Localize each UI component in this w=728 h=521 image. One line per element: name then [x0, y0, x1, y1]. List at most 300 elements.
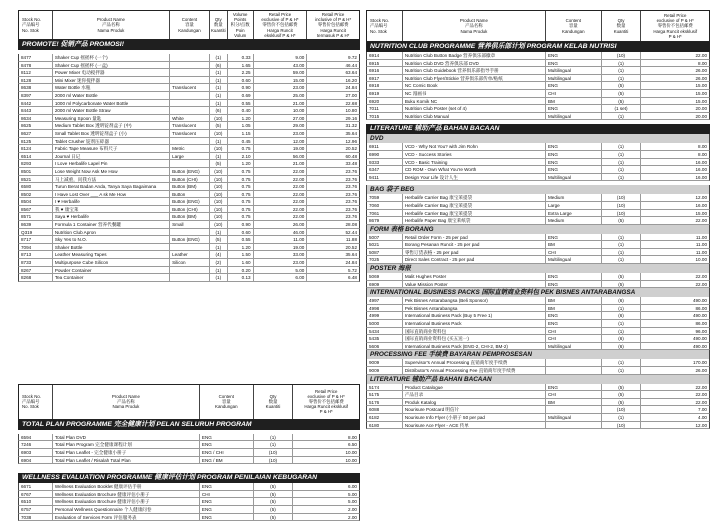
table-row	[18, 107, 360, 115]
cell-price: 12.00	[695, 422, 707, 428]
cell-stock-no: 8627	[19, 130, 53, 137]
cell-stock-no: 5175	[367, 391, 403, 398]
cell-price: 5.00	[348, 499, 357, 505]
cell-product-name: 零售订货表格 - 25 per pad	[403, 249, 546, 256]
cell-volume-points: 0.75	[228, 176, 254, 183]
cell-stock-no: 8713	[19, 251, 53, 258]
cell-price: 490.00	[692, 343, 707, 349]
cell-content: Button (CHI)	[170, 176, 210, 183]
cell-price-exclusive: 11.00	[254, 236, 308, 243]
cell-stock-no: 5069	[367, 273, 403, 280]
cell-volume-points: 0.69	[228, 92, 254, 99]
cell-qty: (1)	[210, 244, 228, 251]
cell-qty: (6)	[602, 297, 642, 304]
cell-stock-no: 4997	[367, 297, 403, 304]
table-row	[18, 449, 360, 457]
cell-price-inclusive: 11.88	[345, 237, 357, 243]
cell-price: 4.00	[698, 414, 707, 420]
cell-content: Button (ENG)	[170, 198, 210, 205]
cell-stock-no: 8397	[19, 92, 53, 99]
cell-stock-no: 8478	[19, 62, 53, 69]
table-row	[366, 194, 710, 202]
cell-qty: (1)	[210, 267, 228, 274]
cell-price: 86.00	[695, 305, 707, 311]
cell-product-name: Pek Bisnes Antarabangsa (Beli Sponsor)	[403, 297, 546, 304]
cell-content: ENG	[200, 441, 254, 448]
cell-content: CHI	[546, 335, 602, 342]
cell-content: ENG	[546, 384, 602, 391]
cell-price: 16.00	[695, 174, 707, 180]
cell-content	[170, 274, 210, 281]
cell-stock-no: 8733	[19, 259, 53, 266]
cell-content	[546, 422, 602, 429]
cell-content: Button (BM)	[170, 183, 210, 190]
table-row	[18, 191, 360, 199]
cell-price-exclusive: 43.00	[254, 62, 308, 69]
cell-stock-no: 6915	[367, 60, 403, 67]
header-price-inclusive: Retail Price inclusive of P & H* 零售价包括邮费 Harga Runcit termasuk P & H*	[315, 12, 352, 38]
table-row	[18, 54, 360, 62]
subsection-literature-2: LITERATURE 辅助产品 BAHAN BACAAN	[366, 375, 710, 384]
cell-stock-no: 5176	[367, 399, 403, 406]
cell-stock-no: 6757	[19, 506, 53, 513]
cell-price: 490.00	[692, 336, 707, 342]
cell-product-name: Fabric Tape Measure 布料尺子	[53, 145, 170, 152]
cell-price-inclusive: 10.80	[345, 108, 357, 114]
cell-price: 16.00	[695, 167, 707, 173]
cell-qty: (10)	[210, 176, 228, 183]
cell-price: 170.00	[692, 360, 707, 366]
right-header	[366, 10, 710, 42]
cell-product-name: Mini Mixer 迷你搅拌器	[53, 77, 170, 84]
cell-price: 22.00	[695, 399, 707, 405]
cell-price: 490.00	[692, 298, 707, 304]
cell-product-name: International Business Pack	[403, 320, 546, 327]
cell-stock-no: 8125	[19, 138, 53, 145]
table-row	[18, 514, 360, 521]
cell-product-name: Powder Container	[53, 267, 170, 274]
cell-product-name: Direct Sales Contract - 25 per pad	[403, 256, 546, 263]
cell-qty: (5)	[254, 514, 294, 521]
cell-qty: (5)	[210, 122, 228, 129]
cell-price: 20.00	[695, 106, 707, 112]
cell-qty: (6)	[602, 335, 642, 342]
table-row	[366, 414, 710, 422]
cell-price: 26.00	[695, 68, 707, 74]
cell-stock-no: 8477	[19, 54, 53, 61]
cell-content	[170, 77, 210, 84]
cell-qty: (1)	[210, 77, 228, 84]
cell-price-exclusive: 22.00	[254, 198, 308, 205]
nutrition-club-table	[366, 52, 710, 120]
cell-price: 15.00	[695, 83, 707, 89]
cell-content	[170, 229, 210, 236]
cell-qty: (10)	[602, 406, 642, 413]
cell-price-inclusive: 23.76	[345, 176, 357, 182]
left-bottom-header	[18, 384, 360, 420]
table-row	[366, 52, 710, 60]
cell-content	[170, 54, 210, 61]
table-row	[18, 153, 360, 161]
table-row	[366, 273, 710, 281]
cell-price-inclusive: 23.76	[345, 206, 357, 212]
section-title-total-plan: TOTAL PLAN PROGRAMME 完全健康计划 PELAN SELURUH PROGRAM	[18, 420, 360, 430]
cell-stock-no: Q319	[19, 229, 53, 236]
cell-product-name: Tablet Crusher 锭剂压碎器	[53, 138, 170, 145]
cell-content: Translucent	[170, 130, 210, 137]
cell-volume-points: 0.75	[228, 191, 254, 198]
cell-qty: (10)	[254, 449, 294, 456]
cell-price: 11.00	[695, 242, 707, 248]
cell-product-name: Supervisor's Annual Processing 直销商年度手续费	[403, 359, 546, 366]
cell-product-name: Nutrition Club DVD 营养俱乐部 DVD	[403, 60, 546, 67]
cell-product-name: Nutrition Club Apron	[53, 229, 170, 236]
table-row	[18, 229, 360, 237]
cell-price-exclusive: 23.00	[254, 259, 308, 266]
cell-volume-points: 0.90	[228, 84, 254, 91]
cell-stock-no: 5000	[367, 320, 403, 327]
cell-qty: (1)	[210, 54, 228, 61]
cell-price-exclusive: 59.00	[254, 69, 308, 76]
cell-price: 15.00	[695, 98, 707, 104]
cell-qty: (5)	[602, 82, 642, 89]
cell-qty: (10)	[602, 422, 642, 429]
cell-product-name: 国际直销商业资料包	[403, 328, 546, 335]
cell-qty: (6)	[602, 312, 642, 319]
cell-qty: (5)	[602, 384, 642, 391]
cell-content: ENG	[546, 105, 602, 112]
cell-stock-no: 7038	[19, 514, 53, 521]
cell-price-inclusive: 23.76	[345, 199, 357, 205]
dvd-table	[366, 143, 710, 181]
cell-stock-no: 8128	[19, 77, 53, 84]
table-row	[18, 434, 360, 442]
cell-qty: (5)	[254, 506, 294, 513]
cell-price-exclusive: 23.00	[254, 130, 308, 137]
cell-product-name: Shaker Cup 摇摇杯 (一盒)	[53, 62, 170, 69]
cell-product-name: Total Plan Program 完全健康课程计划	[53, 441, 200, 448]
cell-product-name: Lose Weight Now Ask Me How	[53, 168, 170, 175]
cell-price: 8.00	[698, 144, 707, 150]
cell-qty: (1)	[210, 138, 228, 145]
cell-qty: (10)	[210, 145, 228, 152]
cell-qty: (1)	[602, 249, 642, 256]
subsection-ibp: INTERNATIONAL BUSINESS PACKS 国际直销商业资料包 PEK BISNES ANTARABANGSA	[366, 288, 710, 297]
table-row	[366, 82, 710, 90]
cell-content: BM	[546, 399, 602, 406]
cell-qty: (1 set)	[602, 105, 642, 112]
cell-price-inclusive: 24.84	[345, 85, 357, 91]
section-title-literature: LITERATURE 辅助产品 BAHAN BACAAN	[366, 124, 710, 134]
cell-qty: (10)	[602, 210, 642, 217]
cell-price-inclusive: 23.76	[345, 214, 357, 220]
cell-qty: (1)	[602, 328, 642, 335]
cell-price: 16.00	[695, 202, 707, 208]
cell-stock-no: 8267	[19, 267, 53, 274]
cell-content: CHI	[546, 249, 602, 256]
cell-price-exclusive: 26.00	[254, 221, 308, 228]
cell-qty: (6)	[602, 343, 642, 350]
cell-qty: (1)	[210, 84, 228, 91]
table-row	[366, 359, 710, 367]
cell-product-name: Nourisure Ace Flyer - ACE 传单	[403, 422, 546, 429]
cell-qty: (10)	[210, 191, 228, 198]
cell-content: BM	[546, 297, 602, 304]
form-table	[366, 234, 710, 264]
promotion-table	[18, 54, 360, 282]
cell-qty: (10)	[210, 168, 228, 175]
cell-content: Silicon	[170, 259, 210, 266]
table-row	[366, 143, 710, 151]
header-qty: Qty 数量 Kuantiti	[602, 11, 642, 41]
cell-stock-no: 6514	[19, 153, 53, 160]
cell-volume-points: 0.60	[228, 77, 254, 84]
cell-product-name: Leather Measuring Tapes	[53, 251, 170, 258]
cell-price: 11.00	[695, 234, 707, 240]
cell-price-exclusive: 22.00	[254, 183, 308, 190]
table-row	[18, 115, 360, 123]
table-row	[18, 244, 360, 252]
cell-content: ENG	[546, 320, 602, 327]
cell-price: 8.00	[698, 60, 707, 66]
cell-stock-no: 4998	[367, 305, 403, 312]
cell-qty: (1)	[602, 256, 642, 263]
poster-table	[366, 273, 710, 288]
cell-product-name: Power Mixer 电动搅拌器	[53, 69, 170, 76]
cell-volume-points: 0.75	[228, 183, 254, 190]
cell-stock-no: 6088	[367, 406, 403, 413]
cell-stock-no: 5434	[367, 328, 403, 335]
cell-product-name: Pek Bisnes Antarabangsa	[403, 305, 546, 312]
header-product-name: Product Name 产品名称 Nama Produk	[53, 385, 200, 419]
cell-qty: (5)	[254, 491, 294, 498]
cell-product-name: Total Plan Leaflet / Risalah Total Plan	[53, 457, 200, 464]
cell-product-name: Wellness Evaluation Booklet 健康评估手册	[53, 483, 200, 490]
table-row	[366, 328, 710, 336]
cell-stock-no: 5007	[367, 234, 403, 241]
subsection-processing-fee: PROCESSING FEE 手续费 BAYARAN PEMPROSESAN	[366, 350, 710, 359]
cell-price-exclusive: 6.00	[254, 274, 308, 281]
cell-price-inclusive: 60.48	[345, 153, 357, 159]
cell-product-name: VCD - Success Stories	[403, 151, 546, 158]
cell-price-inclusive: 35.64	[345, 130, 357, 136]
cell-qty: (1)	[602, 241, 642, 248]
cell-price-inclusive: 24.84	[345, 260, 357, 266]
cell-price-exclusive: 21.00	[254, 100, 308, 107]
cell-price: 20.00	[695, 113, 707, 119]
cell-stock-no: 9009	[367, 359, 403, 366]
cell-price-exclusive: 22.00	[254, 168, 308, 175]
cell-volume-points: 0.33	[228, 54, 254, 61]
cell-qty: (1)	[602, 414, 642, 421]
cell-product-name: Wellness Evaluation Brochure 健康评估小册子	[53, 498, 200, 505]
cell-price: 8.00	[698, 151, 707, 157]
bag-table	[366, 194, 710, 224]
cell-price-inclusive: 33.48	[345, 161, 357, 167]
cell-product-name: Malit Hughes Poster	[403, 273, 546, 280]
table-row	[18, 221, 360, 229]
cell-content: ENG	[546, 166, 602, 173]
cell-price-exclusive: 5.00	[254, 267, 308, 274]
cell-stock-no: 6916	[367, 67, 403, 74]
cell-volume-points: 1.05	[228, 122, 254, 129]
cell-content: ENG	[546, 281, 602, 288]
cell-stock-no: 7061	[367, 210, 403, 217]
cell-stock-no: 8679	[367, 217, 403, 224]
cell-price: 2.00	[348, 514, 357, 520]
table-row	[366, 159, 710, 167]
cell-product-name: Nutrition Club Guidebook 营养俱乐部指导手册	[403, 67, 546, 74]
cell-price-exclusive: 12.00	[254, 138, 308, 145]
cell-price-inclusive: 29.16	[345, 115, 357, 121]
table-row	[366, 234, 710, 242]
cell-qty: (5)	[602, 399, 642, 406]
cell-product-name: Multipurpose Cube Silicon	[53, 259, 170, 266]
cell-product-name: Total Plan Leaflet - 完全健康小册子	[53, 449, 200, 456]
cell-stock-no: 6767	[19, 491, 53, 498]
table-row	[366, 113, 710, 121]
cell-product-name: Total Plan DVD	[53, 434, 200, 441]
cell-qty: (5)	[602, 281, 642, 288]
cell-content: ENG	[546, 151, 602, 158]
cell-qty: (10)	[210, 221, 228, 228]
cell-stock-no: 9009	[367, 367, 403, 374]
cell-qty: (5)	[602, 391, 642, 398]
table-row	[18, 160, 360, 168]
table-row	[18, 483, 360, 491]
cell-product-name: I Love Herbalife Lapel Pin	[53, 160, 170, 167]
cell-price: 16.00	[695, 159, 707, 165]
cell-content: ENG / CHI	[200, 449, 254, 456]
cell-price: 26.00	[695, 75, 707, 81]
cell-content: Multilingual	[546, 67, 602, 74]
cell-product-name: International Business Pack (Buy 5 Free 1)	[403, 312, 546, 319]
ibp-table	[366, 297, 710, 350]
table-row	[366, 297, 710, 305]
table-row	[18, 100, 360, 108]
cell-content: ENG	[546, 60, 602, 67]
cell-qty: (1)	[210, 92, 228, 99]
cell-stock-no: 8501	[19, 168, 53, 175]
cell-stock-no: 5174	[367, 384, 403, 391]
cell-product-name: Herbalife Carrier Bag 康宝莱提袋	[403, 194, 546, 201]
header-qty: Qty 数量 Kuantiti	[210, 11, 228, 39]
cell-stock-no: 5435	[367, 335, 403, 342]
cell-price-inclusive: 9.72	[348, 55, 357, 60]
cell-qty: (5)	[602, 217, 642, 224]
cell-price: 96.00	[695, 328, 707, 334]
cell-product-name: International Business Pack (ENG-2, CHI-2, BM-2)	[403, 343, 546, 350]
cell-qty: (5)	[254, 483, 294, 490]
cell-price-exclusive: 46.00	[254, 229, 308, 236]
table-row	[366, 256, 710, 264]
cell-volume-points: 1.15	[228, 130, 254, 137]
cell-stock-no: 7246	[19, 441, 53, 448]
cell-content	[546, 367, 602, 374]
table-row	[366, 241, 710, 249]
cell-stock-no: 8571	[19, 213, 53, 220]
cell-product-name: Medium Tablet Box 透明锭剂盒子 (中)	[53, 122, 170, 129]
table-row	[366, 422, 710, 430]
cell-volume-points: 0.60	[228, 229, 254, 236]
cell-stock-no: 6904	[19, 457, 53, 464]
cell-product-name: Small Tablet Box 透明锭剂盒子 (小)	[53, 130, 170, 137]
cell-price-exclusive: 56.00	[254, 153, 308, 160]
section-title-nutrition-club: NUTRITION CLUB PROGRAMME 营养俱乐部计划 PROGRAM KELAB NUTRISI	[366, 42, 710, 52]
header-stock-no: Stock No. 产品编号 No. Stok	[19, 11, 53, 39]
cell-stock-no: 8717	[19, 236, 53, 243]
cell-price-exclusive: 33.00	[254, 251, 308, 258]
cell-product-name: Value Mission Poster	[403, 281, 546, 288]
table-row	[366, 281, 710, 289]
cell-volume-points: 2.25	[228, 69, 254, 76]
table-row	[18, 198, 360, 206]
cell-stock-no: 8521	[19, 176, 53, 183]
cell-price: 22.00	[695, 384, 707, 390]
table-row	[18, 259, 360, 267]
cell-volume-points: 0.75	[228, 198, 254, 205]
cell-content: ENG	[546, 143, 602, 150]
table-row	[366, 105, 710, 113]
cell-content: Metric	[170, 145, 210, 152]
cell-stock-no: 6510	[19, 498, 53, 505]
table-row	[18, 457, 360, 465]
cell-stock-no: 8293	[19, 160, 53, 167]
header-price-exclusive: Retail Price exclusive of P & H* 零售价不包括邮费 Harga Runcit eksklusif P & H*	[653, 13, 698, 39]
cell-volume-points: 1.50	[228, 251, 254, 258]
cell-qty: (1)	[210, 229, 228, 236]
cell-price-inclusive: 28.08	[345, 222, 357, 228]
wellness-table	[18, 483, 360, 521]
total-plan-table	[18, 434, 360, 464]
cell-price-inclusive: 22.68	[345, 100, 357, 106]
cell-product-name: I Have Lost Over ___ A sk Me How	[53, 191, 170, 198]
cell-price: 5.00	[348, 491, 357, 497]
cell-qty: (1)	[602, 67, 642, 74]
table-row	[366, 391, 710, 399]
header-qty: Qty 数量 Kuantiti	[254, 385, 294, 419]
table-row	[18, 69, 360, 77]
cell-product-name: Formula 1 Container 营养代餐罐	[53, 221, 170, 228]
cell-content: CHI	[546, 328, 602, 335]
cell-price: 490.00	[692, 313, 707, 319]
cell-product-name: 1000 ml Polycarbonate Water Bottle	[53, 100, 170, 107]
cell-qty: (5)	[602, 90, 642, 97]
cell-qty: (5)	[254, 498, 294, 505]
cell-content: CHI	[546, 391, 602, 398]
cell-qty: (6)	[210, 107, 228, 114]
cell-stock-no: 6911	[367, 143, 403, 150]
cell-stock-no: 6580	[19, 183, 53, 190]
cell-content: Leather	[170, 251, 210, 258]
cell-stock-no: 8567	[19, 206, 53, 213]
cell-stock-no: 5606	[367, 343, 403, 350]
cell-price: 12.00	[695, 195, 707, 201]
cell-price-exclusive: 21.00	[254, 160, 308, 167]
cell-content: Translucent	[170, 122, 210, 129]
table-row	[18, 274, 360, 282]
cell-stock-no: 5087	[367, 249, 403, 256]
cell-qty: (1)	[210, 100, 228, 107]
cell-stock-no: 9411	[367, 174, 403, 181]
table-row	[18, 498, 360, 506]
table-row	[18, 92, 360, 100]
cell-product-name: Produk Katalog	[403, 399, 546, 406]
cell-price-inclusive: 6.48	[348, 275, 357, 281]
cell-qty: (10)	[210, 213, 228, 220]
cell-volume-points: 1.65	[228, 62, 254, 69]
table-row	[18, 138, 360, 146]
